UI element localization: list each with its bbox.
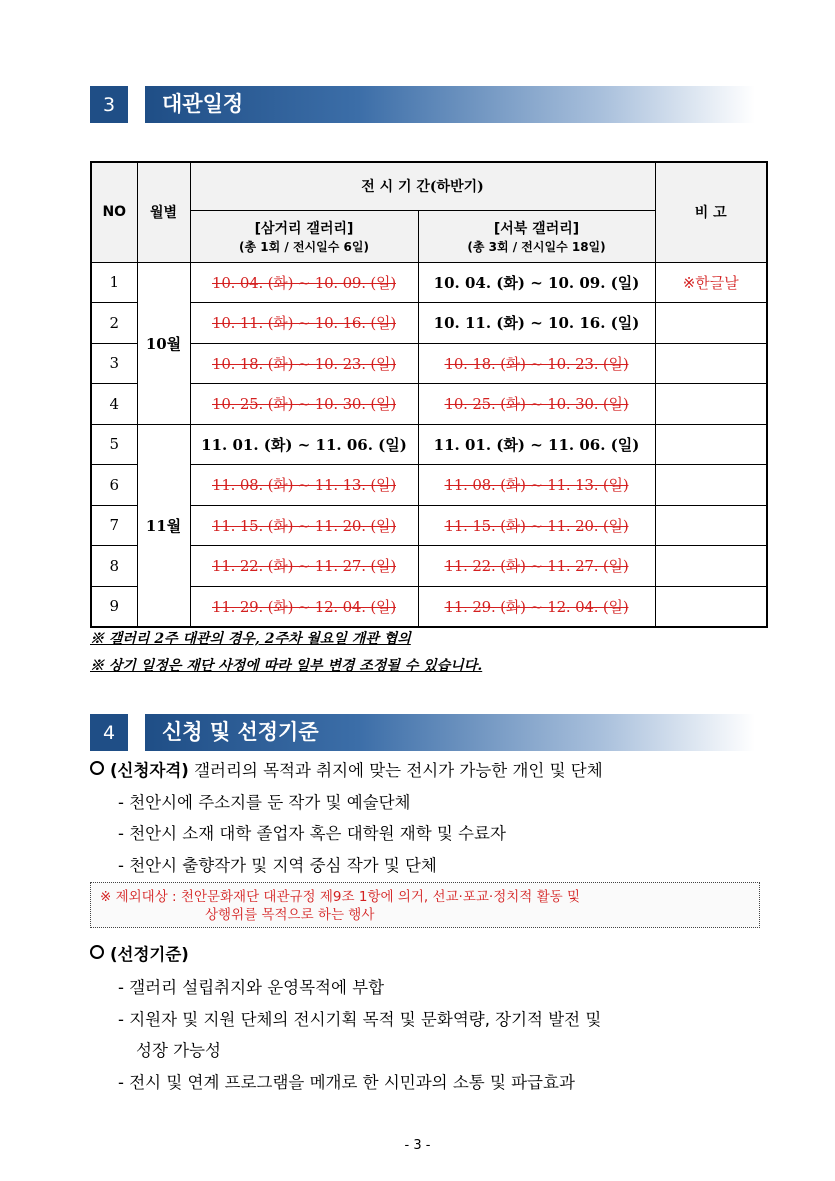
gallery-2-date: 11. 01. (화) ~ 11. 06. (일) <box>418 424 655 465</box>
row-no: 9 <box>91 586 137 627</box>
row-note <box>655 546 767 587</box>
gallery-1-date: 11. 29. (화) ~ 12. 04. (일) <box>190 586 418 627</box>
row-no: 7 <box>91 505 137 546</box>
list-item-continuation: 성장 가능성 <box>136 1041 221 1060</box>
gallery-1-date: 11. 22. (화) ~ 11. 27. (일) <box>190 546 418 587</box>
gallery-2-date: 10. 04. (화) ~ 10. 09. (일) <box>418 262 655 303</box>
row-note <box>655 384 767 425</box>
gallery-1-date: 11. 15. (화) ~ 11. 20. (일) <box>190 505 418 546</box>
gallery-1-date: 10. 25. (화) ~ 10. 30. (일) <box>190 384 418 425</box>
exclusion-line-2: 상행위를 목적으로 하는 행사 <box>205 907 375 923</box>
section-3-header <box>90 86 755 123</box>
header-no: NO <box>91 162 137 262</box>
table-row <box>91 586 767 627</box>
list-item: - 지원자 및 지원 단체의 전시기획 목적 및 문화역량, 장기적 발전 및 <box>118 1010 602 1029</box>
month-cell: 11월 <box>137 424 190 627</box>
header-gallery-1 <box>190 210 418 262</box>
list-item: - 천안시에 주소지를 둔 작가 및 예술단체 <box>118 793 411 812</box>
list-item: - 전시 및 연계 프로그램을 메개로 한 시민과의 소통 및 파급효과 <box>118 1073 575 1092</box>
page-number: - 3 - <box>404 1138 431 1153</box>
table-row <box>91 546 767 587</box>
row-note: ※한글날 <box>655 262 767 303</box>
table-row <box>91 303 767 344</box>
header-gallery-2 <box>418 210 655 262</box>
row-no: 2 <box>91 303 137 344</box>
table-row <box>91 424 767 465</box>
gallery-2-name: [서북 갤러리] <box>493 220 580 237</box>
section-title: 신청 및 선정기준 <box>162 720 319 744</box>
gallery-2-date: 11. 29. (화) ~ 12. 04. (일) <box>418 586 655 627</box>
gallery-2-date: 11. 22. (화) ~ 11. 27. (일) <box>418 546 655 587</box>
row-no: 6 <box>91 465 137 506</box>
eligibility-heading: (신청자격) <box>110 761 189 780</box>
list-item: - 천안시 출향작가 및 지역 중심 작가 및 단체 <box>118 856 437 875</box>
header-period: 전 시 기 간(하반기) <box>190 162 655 210</box>
gallery-1-date: 10. 18. (화) ~ 10. 23. (일) <box>190 343 418 384</box>
gallery-1-date: 10. 04. (화) ~ 10. 09. (일) <box>190 262 418 303</box>
exclusion-text <box>100 888 580 924</box>
table-row <box>91 384 767 425</box>
gallery-2-date: 11. 08. (화) ~ 11. 13. (일) <box>418 465 655 506</box>
table-row <box>91 262 767 303</box>
row-note <box>655 586 767 627</box>
gallery-2-date: 10. 11. (화) ~ 10. 16. (일) <box>418 303 655 344</box>
circle-bullet-icon <box>90 945 104 959</box>
header-note: 비 고 <box>655 162 767 262</box>
footnote-two-week: ※ 갤러리 2주 대관의 경우, 2주차 월요일 개관 협의 <box>90 631 411 647</box>
table-row <box>91 343 767 384</box>
schedule-body <box>91 262 767 627</box>
eligibility-heading-line <box>90 757 603 781</box>
row-note <box>655 465 767 506</box>
exclusion-notice <box>90 882 760 928</box>
gallery-1-name: [삼거리 갤러리] <box>254 220 354 237</box>
gallery-1-date: 11. 01. (화) ~ 11. 06. (일) <box>190 424 418 465</box>
gallery-1-date: 11. 08. (화) ~ 11. 13. (일) <box>190 465 418 506</box>
row-no: 3 <box>91 343 137 384</box>
section-4-header <box>90 714 755 751</box>
gallery-2-date: 11. 15. (화) ~ 11. 20. (일) <box>418 505 655 546</box>
gallery-1-summary: (총 1회 / 전시일수 6일) <box>239 239 369 254</box>
month-cell: 10월 <box>137 262 190 424</box>
header-month: 월별 <box>137 162 190 262</box>
table-row <box>91 505 767 546</box>
section-title: 대관일정 <box>162 92 244 116</box>
circle-bullet-icon <box>90 761 104 775</box>
section-number: 3 <box>90 86 128 123</box>
table-row <box>91 465 767 506</box>
row-note <box>655 303 767 344</box>
row-no: 8 <box>91 546 137 587</box>
gallery-2-date: 10. 25. (화) ~ 10. 30. (일) <box>418 384 655 425</box>
footnote-schedule-change: ※ 상기 일정은 재단 사정에 따라 일부 변경 조정될 수 있습니다. <box>90 658 483 674</box>
gallery-2-summary: (총 3회 / 전시일수 18일) <box>467 239 606 254</box>
list-item: - 갤러리 설립취지와 운영목적에 부합 <box>118 978 385 997</box>
row-note <box>655 424 767 465</box>
criteria-heading-line <box>90 941 189 965</box>
section-number: 4 <box>90 714 128 751</box>
row-no: 4 <box>91 384 137 425</box>
schedule-table <box>90 161 768 628</box>
row-no: 5 <box>91 424 137 465</box>
exclusion-line-1: ※ 제외대상 : 천안문화재단 대관규정 제9조 1항에 의거, 선교·포교·정치적 활동 및 <box>100 889 581 905</box>
row-note <box>655 343 767 384</box>
eligibility-description: 갤러리의 목적과 취지에 맞는 전시가 가능한 개인 및 단체 <box>188 761 603 780</box>
criteria-heading: (선정기준) <box>110 945 189 964</box>
gallery-2-date: 10. 18. (화) ~ 10. 23. (일) <box>418 343 655 384</box>
row-note <box>655 505 767 546</box>
list-item: - 천안시 소재 대학 졸업자 혹은 대학원 재학 및 수료자 <box>118 824 506 843</box>
row-no: 1 <box>91 262 137 303</box>
gallery-1-date: 10. 11. (화) ~ 10. 16. (일) <box>190 303 418 344</box>
